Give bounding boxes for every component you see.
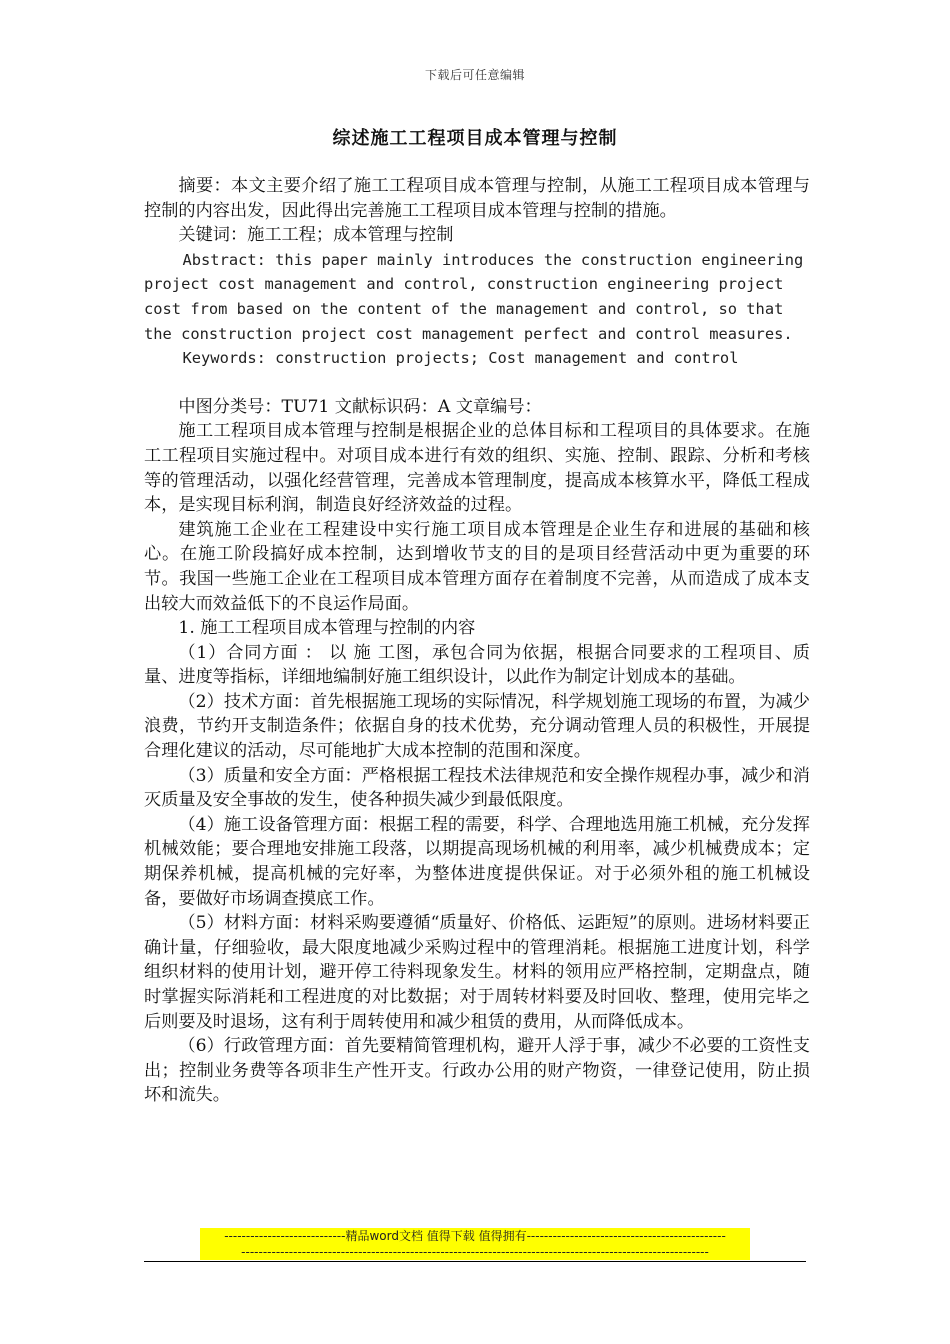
abstract-en: Abstract: this paper mainly introduces the construction engineering project cost management and control, construction engineering project cost from based on the content of the management and control, so that the construction project cost management perfect and control measures. xyxy=(144,250,804,343)
list-item: （6）行政管理方面：首先要精简管理机构，避开人浮于事，减少不必要的工资性支出；控制业务费等各项非生产性开支。行政办公用的财产物资，一律登记使用，防止损坏和流失。 xyxy=(144,1036,810,1106)
keywords-cn: 关键词：施工工程；成本管理与控制 xyxy=(178,225,454,246)
page-header-note: 下载后可任意编辑 xyxy=(424,68,525,82)
list-item: （5）材料方面：材料采购要遵循“质量好、价格低、运距短”的原则。进场材料要正确计量，仔细验收，最大限度地减少采购过程中的管理消耗。根据施工进度计划，科学组织材料的使用计划，避开停工待料现象发生。材料的领用应严格控制，定期盘点，随时掌握实际消耗和工程进度的对比数据；对于周转材料要及时回收、整理，使用完毕之后则要及时退场，这有利于周转使用和减少租赁的费用，从而降低成本。 xyxy=(144,913,810,1032)
abstract-cn: 摘要：本文主要介绍了施工工程项目成本管理与控制，从施工工程项目成本管理与控制的内容出发，因此得出完善施工工程项目成本管理与控制的措施。 xyxy=(144,176,810,221)
section-heading: 1. 施工工程项目成本管理与控制的内容 xyxy=(178,618,476,639)
footer-line-2: ------------------------------------------------------------------------------------------------------------ xyxy=(200,1244,750,1260)
body-paragraph: 施工工程项目成本管理与控制是根据企业的总体目标和工程项目的具体要求。在施工工程项目实施过程中。对项目成本进行有效的组织、实施、控制、跟踪、分析和考核等的管理活动，以强化经营管理，完善成本管理制度，提高成本核算水平，降低工程成本，是实现目标利润，制造良好经济效益的过程。 xyxy=(144,421,810,516)
list-item: （4）施工设备管理方面：根据工程的需要，科学、合理地选用施工机械，充分发挥机械效能；要合理地安排施工段落，以期提高现场机械的利用率，减少机械费成本；定期保养机械，提高机械的完好率，为整体进度提供保证。对于必须外租的施工机械设备，要做好市场调查摸底工作。 xyxy=(144,814,810,909)
footer-line-1: ----------------------------精品word文档 值得下载 值得拥有---------------------------------------------- xyxy=(200,1228,750,1244)
document-title: 综述施工工程项目成本管理与控制 xyxy=(332,128,618,149)
classification-line: 中图分类号：TU71 文献标识码：A 文章编号： xyxy=(178,396,542,417)
keywords-en: Keywords: construction projects; Cost management and control xyxy=(182,349,739,368)
footer-banner xyxy=(200,1228,750,1260)
document-body xyxy=(144,174,810,1108)
list-item: （2）技术方面：首先根据施工现场的实际情况，科学规划施工现场的布置，为减少浪费，节约开支制造条件；依据自身的技术优势，充分调动管理人员的积极性，开展提合理化建议的活动，尽可能地扩大成本控制的范围和深度。 xyxy=(144,691,810,762)
spacer xyxy=(144,371,810,395)
footer-divider xyxy=(144,1261,806,1262)
body-paragraph: 建筑施工企业在工程建设中实行施工项目成本管理是企业生存和进展的基础和核心。在施工阶段搞好成本控制，达到增收节支的目的是项目经营活动中更为重要的环节。我国一些施工企业在工程项目成本管理方面存在着制度不完善，从而造成了成本支出较大而效益低下的不良运作局面。 xyxy=(144,519,810,614)
list-item: （1）合同方面 ： 以 施 工图，承包合同为依据，根据合同要求的工程项目、质量、进度等指标，详细地编制好施工组织设计，以此作为制定计划成本的基础。 xyxy=(144,642,810,688)
list-item: （3）质量和安全方面：严格根据工程技术法律规范和安全操作规程办事，减少和消灭质量及安全事故的发生，使各种损失减少到最低限度。 xyxy=(144,765,810,811)
